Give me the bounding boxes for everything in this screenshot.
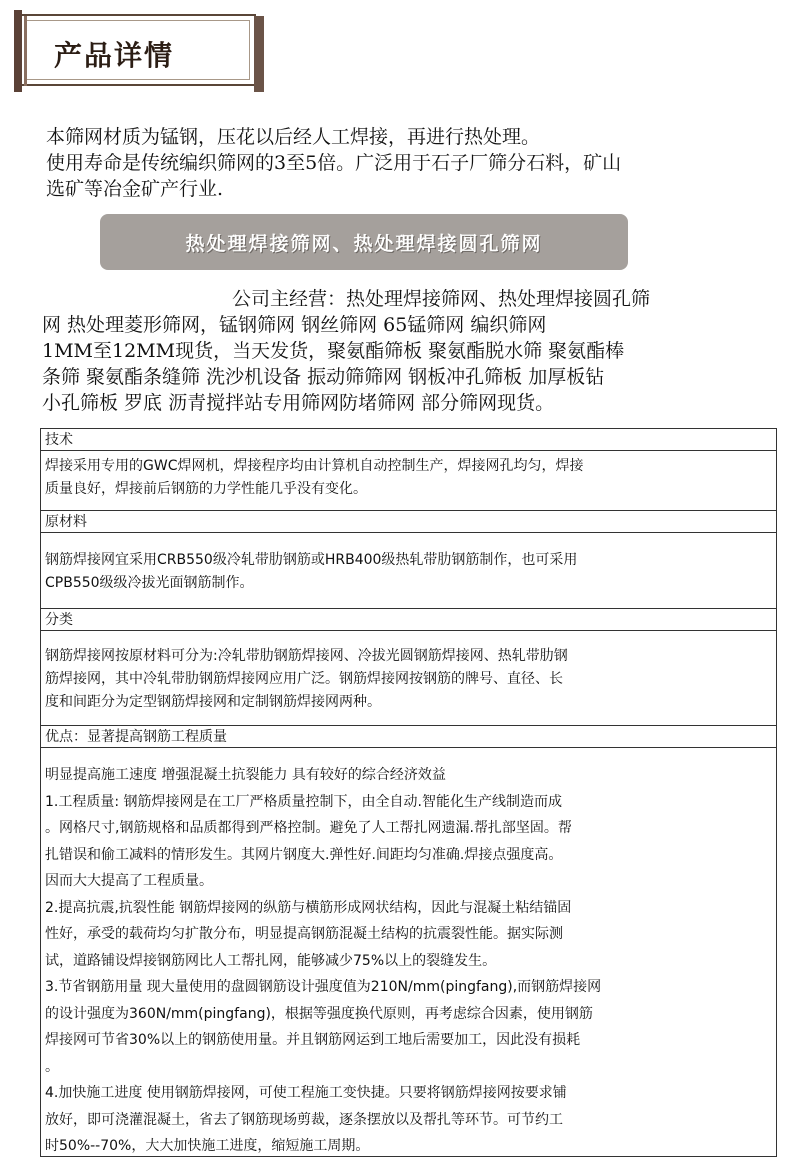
advantage-line: 。网格尺寸,钢筋规格和品质都得到严格控制。避免了人工帮扎网遗漏.帮扎部坚固。帮	[45, 820, 572, 836]
advantage-line: 扎错误和偷工减料的情形发生。其网片钢度大.弹性好.间距均匀准确.焊接点强度高。	[45, 846, 563, 863]
business-line: 1MM至12MM现货，当天发货，聚氨酯筛板 聚氨酯脱水筛 聚氨酯棒	[42, 340, 625, 362]
material-label: 原材料	[41, 511, 776, 533]
intro-text	[46, 124, 776, 202]
material-body	[41, 533, 776, 609]
material-line: 钢筋焊接网宜采用CRB550级冷轧带肋钢筋或HRB400级热轧带肋钢筋制作，也可采用	[45, 552, 578, 568]
advantage-label: 优点：显著提高钢筋工程质量	[41, 726, 776, 748]
tech-line: 质量良好，焊接前后钢筋的力学性能几乎没有变化。	[45, 481, 367, 497]
advantage-line: 1.工程质量: 钢筋焊接网是在工厂严格质量控制下，由全自动.智能化生产线制造而成	[45, 793, 562, 810]
advantage-body	[41, 748, 776, 1156]
header-left-bar	[14, 10, 22, 92]
advantage-line: 放好，即可浇灌混凝土，省去了钢筋现场剪裁，逐条摆放以及帮扎等环节。可节约工	[45, 1111, 563, 1128]
section-header	[14, 10, 264, 92]
section-title: 产品详情	[54, 39, 175, 72]
business-line: 网 热处理菱形筛网，锰钢筛网 钢丝筛网 65锰筛网 编织筛网	[42, 314, 547, 336]
advantage-line: 试，道路铺设焊接钢筋网比人工帮扎网，能够减少75%以上的裂缝发生。	[45, 952, 497, 969]
advantage-line: 的设计强度为360N/mm(pingfang)，根据等强度换代原则，再考虑综合因素，使用钢筋	[45, 1005, 593, 1022]
business-line: 条筛 聚氨酯条缝筛 洗沙机设备 振动筛筛网 钢板冲孔筛板 加厚板钻	[42, 366, 605, 388]
product-banner-text: 热处理焊接筛网、热处理焊接圆孔筛网	[185, 232, 543, 255]
advantage-line: 因而大大提高了工程质量。	[45, 873, 213, 889]
advantage-line: 性好，承受的载荷均匀扩散分布，明显提高钢筋混凝土结构的抗震裂性能。据实际测	[45, 926, 563, 942]
spec-table	[40, 428, 777, 1157]
advantage-line: 时50%--70%，大大加快施工进度，缩短施工周期。	[45, 1138, 370, 1154]
advantage-line: 。	[45, 1058, 59, 1075]
tech-label: 技术	[41, 429, 776, 451]
tech-body	[41, 451, 776, 511]
category-line: 钢筋焊接网按原材料可分为:冷轧带肋钢筋焊接网、冷拔光圆钢筋焊接网、热轧带肋钢	[45, 648, 568, 664]
category-label: 分类	[41, 609, 776, 631]
product-banner	[100, 214, 628, 270]
header-right-bar	[254, 16, 264, 92]
advantage-line: 4.加快施工进度 使用钢筋焊接网，可使工程施工变快捷。只要将钢筋焊接网按要求铺	[45, 1085, 567, 1101]
intro-line: 选矿等冶金矿产行业.	[46, 178, 224, 200]
advantage-line: 明显提高施工速度 增强混凝土抗裂能力 具有较好的综合经济效益	[45, 767, 446, 783]
advantage-line: 3.节省钢筋用量 现大量使用的盘圆钢筋设计强度值为210N/mm(pingfang),而钢筋焊接网	[45, 979, 602, 995]
advantage-line: 焊接网可节省30%以上的钢筋使用量。并且钢筋网运到工地后需要加工，因此没有损耗	[45, 1032, 581, 1048]
category-body	[41, 631, 776, 726]
intro-line: 本筛网材质为锰钢，压花以后经人工焊接，再进行热处理。	[46, 126, 541, 148]
advantage-line: 2.提高抗震,抗裂性能 钢筋焊接网的纵筋与横筋形成网状结构，因此与混凝土粘结锚固	[45, 899, 572, 916]
intro-line: 使用寿命是传统编织筛网的3至5倍。广泛用于石子厂筛分石料，矿山	[46, 152, 622, 174]
business-line: 公司主经营：热处理焊接筛网、热处理焊接圆孔筛	[232, 288, 651, 310]
material-line: CPB550级级冷拔光面钢筋制作。	[45, 575, 254, 591]
category-line: 筋焊接网，其中冷轧带肋钢筋焊接网应用广泛。钢筋焊接网按钢筋的牌号、直径、长	[45, 671, 563, 687]
business-line: 小孔筛板 罗底 沥青搅拌站专用筛网防堵筛网 部分筛网现货。	[42, 392, 555, 414]
category-line: 度和间距分为定型钢筋焊接网和定制钢筋焊接网两种。	[45, 694, 381, 710]
tech-line: 焊接采用专用的GWC焊网机，焊接程序均由计算机自动控制生产，焊接网孔均匀，焊接	[45, 458, 584, 474]
business-scope	[42, 286, 766, 416]
